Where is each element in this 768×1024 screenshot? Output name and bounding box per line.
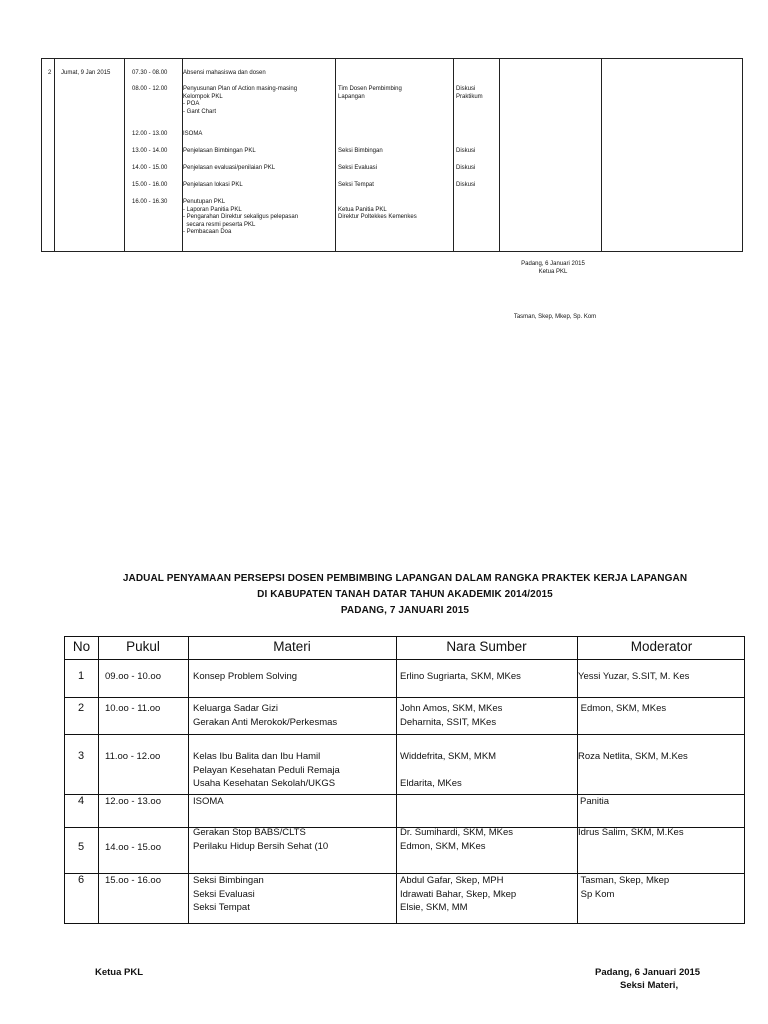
day-date: Jumat, 9 Jan 2015 bbox=[61, 70, 111, 76]
method-cell: Diskusi bbox=[456, 148, 476, 154]
column-divider bbox=[601, 59, 602, 251]
footer-left-role: Ketua PKL bbox=[95, 967, 144, 978]
column-divider bbox=[188, 637, 189, 923]
row-no: 1 bbox=[77, 670, 85, 682]
signature-role: Ketua PKL bbox=[538, 269, 568, 275]
footer-right-role: Seksi Materi, bbox=[620, 980, 679, 991]
column-divider bbox=[124, 59, 125, 251]
row-number: 2 bbox=[48, 70, 52, 76]
signature-date: Padang, 6 Januari 2015 bbox=[521, 261, 585, 267]
resource-cell: Seksi Bimbingan bbox=[338, 148, 383, 154]
row-no: 5 bbox=[77, 841, 85, 853]
pukul-cell: 12.oo - 13.oo bbox=[105, 796, 161, 807]
materi-cell: Kelas Ibu Balita dan Ibu Hamil Pelayan Kesehatan Peduli Remaja Usaha Kesehatan Sekolah/UKGS bbox=[193, 751, 340, 789]
moderator-cell: Edmon, SKM, MKes bbox=[578, 703, 667, 714]
materi-cell: Gerakan Stop BABS/CLTS Perilaku Hidup Bersih Sehat (10 bbox=[193, 827, 329, 852]
resource-cell: Ketua Panitia PKL Direktur Poltekkes Kemenkes bbox=[338, 206, 417, 220]
activity-cell: Penyusunan Plan of Action masing-masing Kelompok PKL - POA - Gant Chart bbox=[183, 86, 298, 115]
time-cell: 07.30 - 08.00 bbox=[132, 70, 168, 76]
row-no: 2 bbox=[77, 702, 85, 714]
resource-cell: Seksi Evaluasi bbox=[338, 165, 378, 171]
row-divider bbox=[65, 659, 744, 660]
header-materi: Materi bbox=[273, 639, 311, 654]
activity-cell: Penutupan PKL - Laporan Panitia PKL - Pengarahan Direktur sekaligus pelepasan secara resmi peserta PKL - Pembacaan Doa bbox=[183, 199, 299, 235]
nara-sumber-cell: Widdefrita, SKM, MKM Eldarita, MKes bbox=[400, 751, 497, 789]
activity-cell: Penjelasan Bimbingan PKL bbox=[183, 148, 256, 154]
moderator-cell: Panitia bbox=[580, 796, 610, 807]
time-cell: 12.00 - 13.00 bbox=[132, 131, 168, 137]
column-divider bbox=[396, 637, 397, 923]
moderator-cell: Yessi Yuzar, S.SIT, M. Kes bbox=[578, 671, 690, 682]
row-no: 3 bbox=[77, 750, 85, 762]
activity-cell: ISOMA bbox=[183, 131, 203, 137]
time-cell: 15.00 - 16.00 bbox=[132, 182, 168, 188]
header-moderator: Moderator bbox=[630, 639, 693, 654]
materi-cell: Konsep Problem Solving bbox=[193, 671, 298, 682]
pukul-cell: 15.oo - 16.oo bbox=[105, 875, 161, 886]
pukul-cell: 10.oo - 11.oo bbox=[105, 703, 161, 714]
time-cell: 14.00 - 15.00 bbox=[132, 165, 168, 171]
time-cell: 13.00 - 14.00 bbox=[132, 148, 168, 154]
method-cell: Diskusi Praktikum bbox=[456, 86, 483, 100]
nara-sumber-cell: Erlino Sugriarta, SKM, MKes bbox=[400, 671, 521, 682]
row-divider bbox=[65, 794, 744, 795]
resource-cell: Tim Dosen Pembimbing Lapangan bbox=[338, 86, 402, 100]
nara-sumber-cell: John Amos, SKM, MKes Deharnita, SSIT, MKes bbox=[400, 703, 503, 728]
column-divider bbox=[453, 59, 454, 251]
method-cell: Diskusi bbox=[456, 165, 476, 171]
time-cell: 16.00 - 16.30 bbox=[132, 199, 168, 205]
header-pukul: Pukul bbox=[126, 639, 160, 654]
footer-right-date: Padang, 6 Januari 2015 bbox=[595, 967, 701, 978]
nara-sumber-cell: Abdul Gafar, Skep, MPH Idrawati Bahar, Skep, Mkep Elsie, SKM, MM bbox=[400, 875, 517, 913]
pukul-cell: 14.oo - 15.oo bbox=[105, 842, 161, 853]
activity-cell: Penjelasan lokasi PKL bbox=[183, 182, 243, 188]
header-nara-sumber: Nara Sumber bbox=[446, 639, 527, 654]
header-no: No bbox=[72, 639, 91, 654]
schedule-table-top bbox=[41, 58, 743, 252]
materi-cell: ISOMA bbox=[193, 796, 224, 807]
activity-cell: Penjelasan evaluasi/penilaian PKL bbox=[183, 165, 276, 171]
column-divider bbox=[98, 637, 99, 923]
time-cell: 08.00 - 12.00 bbox=[132, 86, 168, 92]
row-divider bbox=[65, 734, 744, 735]
row-no: 4 bbox=[77, 795, 85, 807]
column-divider bbox=[499, 59, 500, 251]
method-cell: Diskusi bbox=[456, 182, 476, 188]
row-divider bbox=[65, 697, 744, 698]
row-no: 6 bbox=[77, 874, 85, 886]
document-title-line-3: PADANG, 7 JANUARI 2015 bbox=[340, 605, 470, 616]
materi-cell: Keluarga Sadar Gizi Gerakan Anti Merokok/Perkesmas bbox=[193, 703, 338, 728]
column-divider bbox=[54, 59, 55, 251]
pukul-cell: 09.oo - 10.oo bbox=[105, 671, 161, 682]
nara-sumber-cell: Dr. Sumihardi, SKM, MKes Edmon, SKM, MKes bbox=[400, 827, 513, 852]
activity-cell: Absensi mahasiswa dan dosen bbox=[183, 70, 266, 76]
pukul-cell: 11.oo - 12.oo bbox=[105, 751, 161, 762]
moderator-cell: Tasman, Skep, Mkep Sp Kom bbox=[580, 875, 670, 900]
schedule-table-main bbox=[64, 636, 745, 924]
moderator-cell: Idrus Salim, SKM, M.Kes bbox=[578, 827, 684, 838]
document-title-line-2: DI KABUPATEN TANAH DATAR TAHUN AKADEMIK 2014/2015 bbox=[257, 589, 553, 600]
resource-cell: Seksi Tempat bbox=[338, 182, 374, 188]
signature-name: Tasman, Skep, Mkep, Sp. Kom bbox=[513, 314, 597, 320]
document-title-line-1: JADUAL PENYAMAAN PERSEPSI DOSEN PEMBIMBING LAPANGAN DALAM RANGKA PRAKTEK KERJA LAPANGAN bbox=[122, 573, 688, 584]
moderator-cell: Roza Netlita, SKM, M.Kes bbox=[578, 751, 688, 762]
column-divider bbox=[335, 59, 336, 251]
materi-cell: Seksi Bimbingan Seksi Evaluasi Seksi Tempat bbox=[193, 875, 264, 913]
